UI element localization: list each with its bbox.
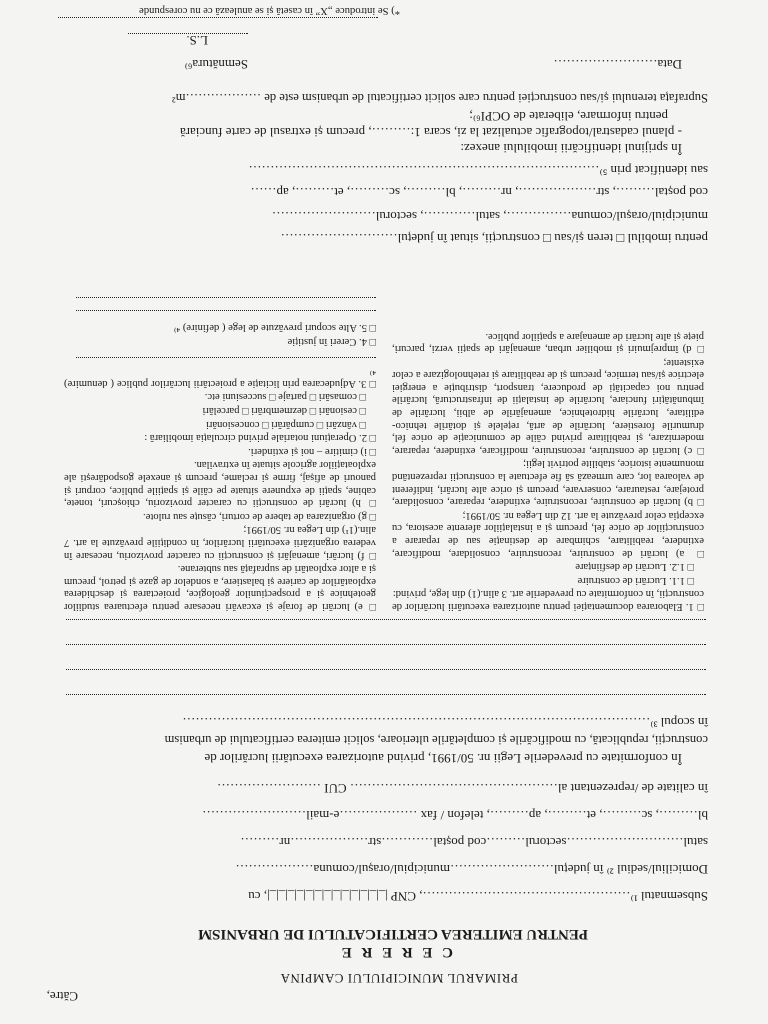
purpose-5-line-1 (76, 310, 376, 311)
purpose-item-a: □ a) lucrări de construire, reconstruire, consolidare, modificare, extindere, reabilitare, schimbare de destinație sau de reparare a construcțiilor de orice fel, precum și a instalațiilor aferente acestora, cu excepția celor prevăzute la art. 12 din Legea nr. 50/1991; (392, 509, 704, 559)
request-intro: În conformitate cu prevederile Legii nr. 50/1991, privind autorizarea executării lucrărilor de (204, 751, 682, 766)
purpose-item-i: □ i) cimitire – noi și extinderi. (248, 445, 376, 457)
request-purpose: în scopul ³⁾……………………………………………………………………………………………… (182, 715, 708, 730)
purpose-item-f: □ f) lucrări, amenajări și construcții cu caracter provizoriu, necesare în vederea organizării executării lucrărilor, în condițiile prevăzute la art. 7 alin.(1¹) din Legea nr. 50/1991; (64, 524, 376, 561)
purpose-item-5: □ 5. Alte scopuri prevăzute de lege ( definire) ⁴⁾ (173, 322, 376, 334)
purpose-item-h: □ h) lucrări de construcții cu caracter provizoriu, chioșcuri, tonete, cabine, spații de expunere situate pe căile și spațiile publice, corpuri și panouri de afișaj, firme și reclame, precum și anexele gospodărești ale exploatațiilor agricole situate în extravilan. (64, 459, 376, 509)
applicant-name-line: Subsemnatul ¹⁾…………………………………………, CNP |_|_|_|_|_|_|_|_|_|_|_|_|_|, cu (248, 889, 708, 904)
purpose-3-line (76, 357, 376, 358)
signature-label: Semnătura⁶⁾ (184, 57, 248, 72)
purpose-5-line-2 (76, 297, 376, 298)
date-field: Data…………………… (553, 57, 682, 72)
purpose-item-1-2: □ 1.2. Lucrări de desființare (575, 561, 694, 573)
recipient-label: Către, (46, 989, 78, 1004)
applicant-locality-line: satul………………………sectorul………cod poștal…………str………………nr……… (240, 835, 708, 850)
footnote: *) Se introduce „X” în casetă și se anulează ce nu corespunde (139, 5, 400, 16)
purpose-line-2 (66, 669, 706, 670)
purpose-line-4 (66, 619, 706, 620)
property-identification-line: sau identificat prin ⁵⁾……………………………………………………………………… (248, 163, 708, 178)
purpose-line-1 (66, 694, 706, 695)
purpose-item-3: □ 3. Adjudecarea prin licitație a proiectării lucrărilor publice ( denumire) ⁴⁾ (64, 365, 376, 389)
purpose-item-e: □ e) lucrări de foraje și excavări necesare pentru efectuarea studiilor geotehnice și a prospecțiunilor geologice, proiectarea și deschiderea exploatărilor de cariere și balastiere, a sondelor de gaze și petrol, precum și a altor exploatări de suprafață sau subterane. (64, 563, 376, 612)
footnote-separator (58, 17, 378, 18)
annex-title: În sprijinul identificării imobilului anexez: (460, 141, 682, 156)
purpose-item-b: □ b) lucrări de construire, reconstruire, extindere, reparare, consolidare, protejare, restaurare, conservare, precum și orice alte lucrări, indiferent de valoarea lor, care urmează să fie efectuate la construcții reprezentând monumente istorice, stabilite potrivit legii; (392, 458, 704, 508)
purpose-item-2: □ 2. Operațiuni notariale privind circulația imobiliară : (144, 432, 376, 444)
applicant-address-line: Domiciliul/sediul ²⁾ în județul……………………municipiul/orașul/comuna……………… (235, 862, 708, 877)
purpose-line-3 (66, 644, 706, 645)
annex-item-cadastral: - planul cadastral/topografic actualizat la zi, scara 1:………, precum și extrasul de carte funciară (179, 125, 682, 140)
form-subtitle: PENTRU EMITEREA CERTIFICATULUI DE URBANISM (197, 926, 588, 942)
property-locality-line: municipiul/orașul/comuna……………, satul…………, sectorul…………………… (271, 209, 708, 224)
mayor-title: PRIMARUL MUNICIPIULUI CAMPINA (280, 971, 518, 986)
applicant-representative-line: în calitate de /reprezentant al………………………………………… CUI …………………… (216, 781, 708, 796)
notarial-row-3: □ comasări □ partaje □ succesiuni etc. (204, 391, 366, 403)
purpose-item-1: □ 1. Elaborarea documentației pentru autorizarea executării lucrărilor de construcții, în conformitate cu prevederile art. 3 alin.(1) din lege, privind: (392, 588, 704, 612)
purpose-item-c: □ c) lucrări de construire, reconstruire, modificare, extindere, reparare, modernizare, și reabilitare privind căile de comunicație de orice fel, drumurile forestiere, lucrările de artă, rețelele și dotările tehnico-edilitare, lucrările hidrotehnice, amenajările de albii, lucrările de îmbunătățiri funciare, lucrările de instalații de infrastructură, lucrările pentru noi capacități de producere, transport, distribuție a energiei electrice și/sau termice, precum și de reabilitare și retehnologizare a celor existente; (392, 356, 704, 456)
applicant-contact-line: bl………, sc………, et………, ap………, telefon / fax ………………e-mail…………………… (202, 808, 708, 823)
annex-item-ocpi: pentru informare, eliberate de OCPI⁶⁾; (469, 109, 668, 124)
surface-line: Suprafața terenului și/sau construcției pentru care solicit certificatul de urbanism este de ………………m² (171, 91, 708, 105)
purpose-item-1-1: □ 1.1. Lucrări de construire (577, 574, 694, 586)
seal-label: L.S. (186, 33, 208, 48)
request-body: construcții, republicată, cu modificările și completările ulterioare, solicit emiterea certificatului de urbanism (164, 733, 708, 747)
purpose-item-d: □ d) împrejmuiri și mobilier urban, amenajări de spații verzi, parcuri, piețe și alte lucrări de amenajare a spațiilor publice. (392, 330, 704, 355)
purpose-item-g: □ g) organizarea de tabere de corturi, căsuțe sau rulote. (143, 510, 376, 522)
notarial-row-1: □ vânzări □ cumpărări □ concesionări (205, 418, 366, 430)
notarial-row-2: □ cesionări □ dezmembrări □ parcelări (202, 405, 366, 417)
form-title: C E R E R E (338, 944, 453, 960)
purposes-right-column (64, 297, 376, 612)
purposes-left-column (392, 328, 704, 612)
property-type-line: pentru imobilul □ teren și/sau □ construcții, situat în județul……………………… (280, 231, 708, 246)
purpose-item-4: □ 4. Cereri în justiție (287, 335, 376, 347)
property-address-line: cod poștal………, str………………, nr………, bl………, sc………, et………, ap…… (250, 185, 708, 200)
